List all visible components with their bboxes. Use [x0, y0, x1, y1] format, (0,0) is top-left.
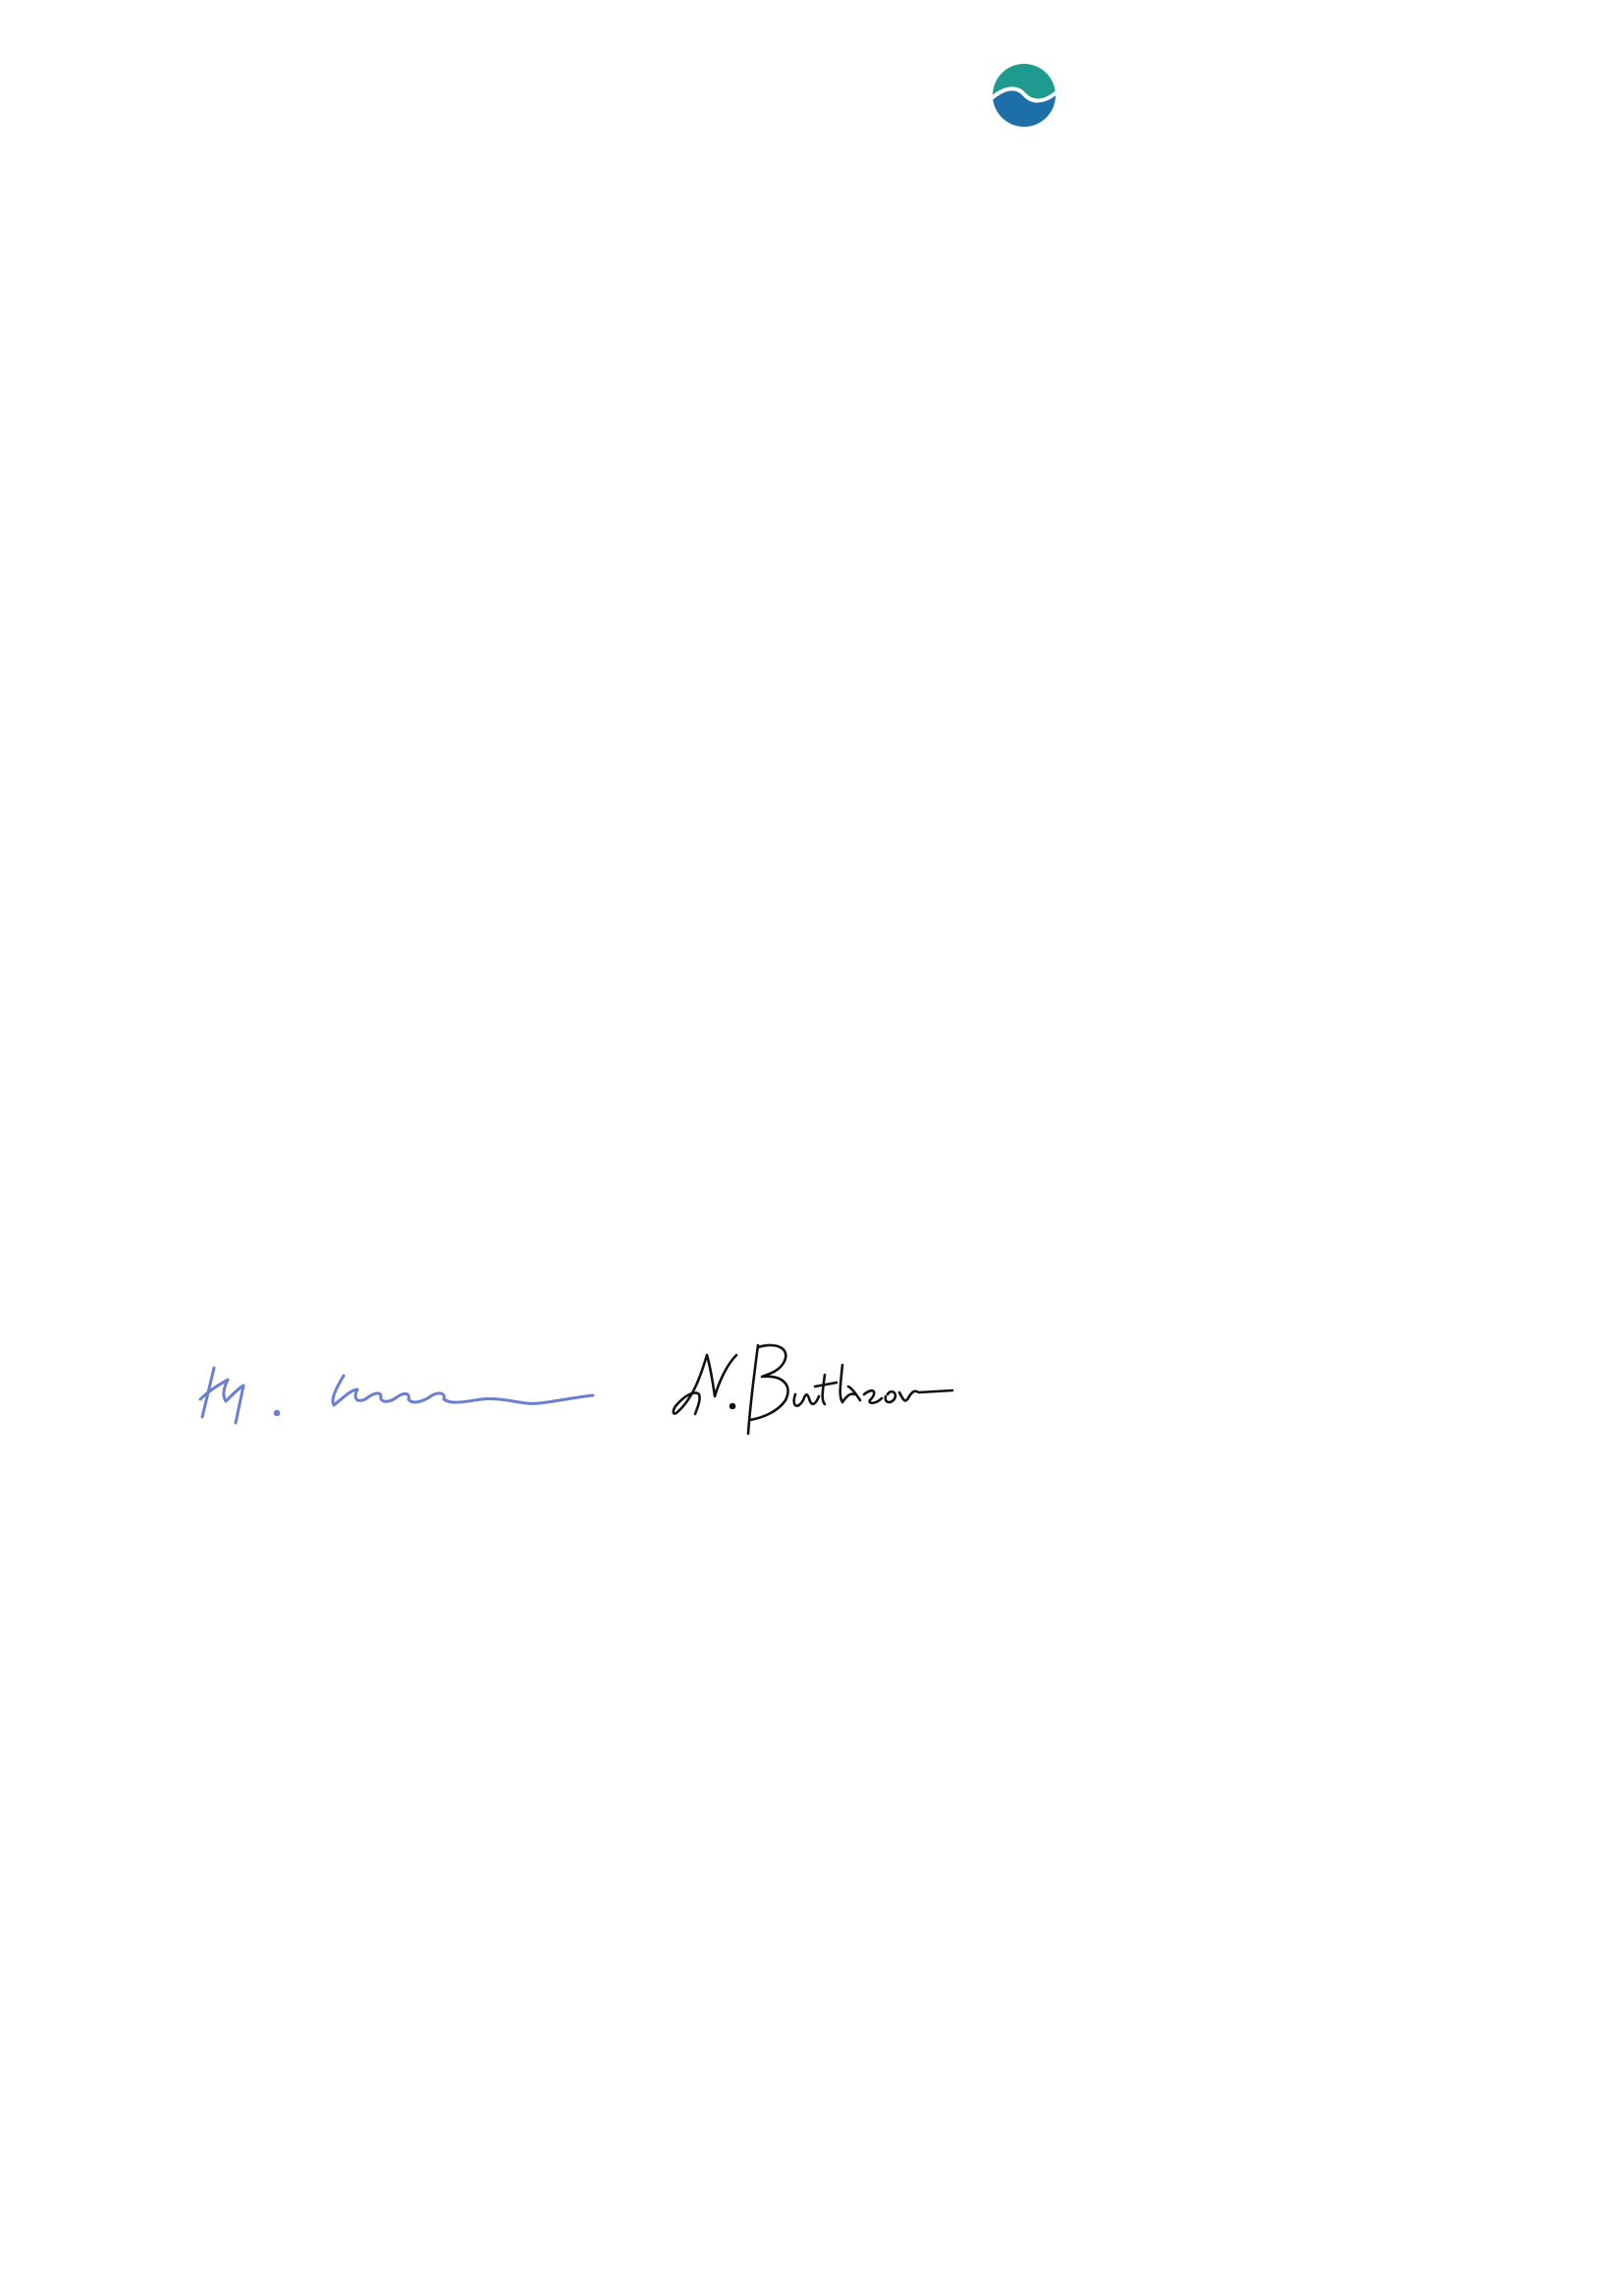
- signature-martin-keller: [196, 1360, 599, 1429]
- schulthess-logo-icon: [992, 63, 1056, 128]
- company-logo: [992, 61, 1532, 159]
- signature-marijo-butkovic: [668, 1335, 962, 1443]
